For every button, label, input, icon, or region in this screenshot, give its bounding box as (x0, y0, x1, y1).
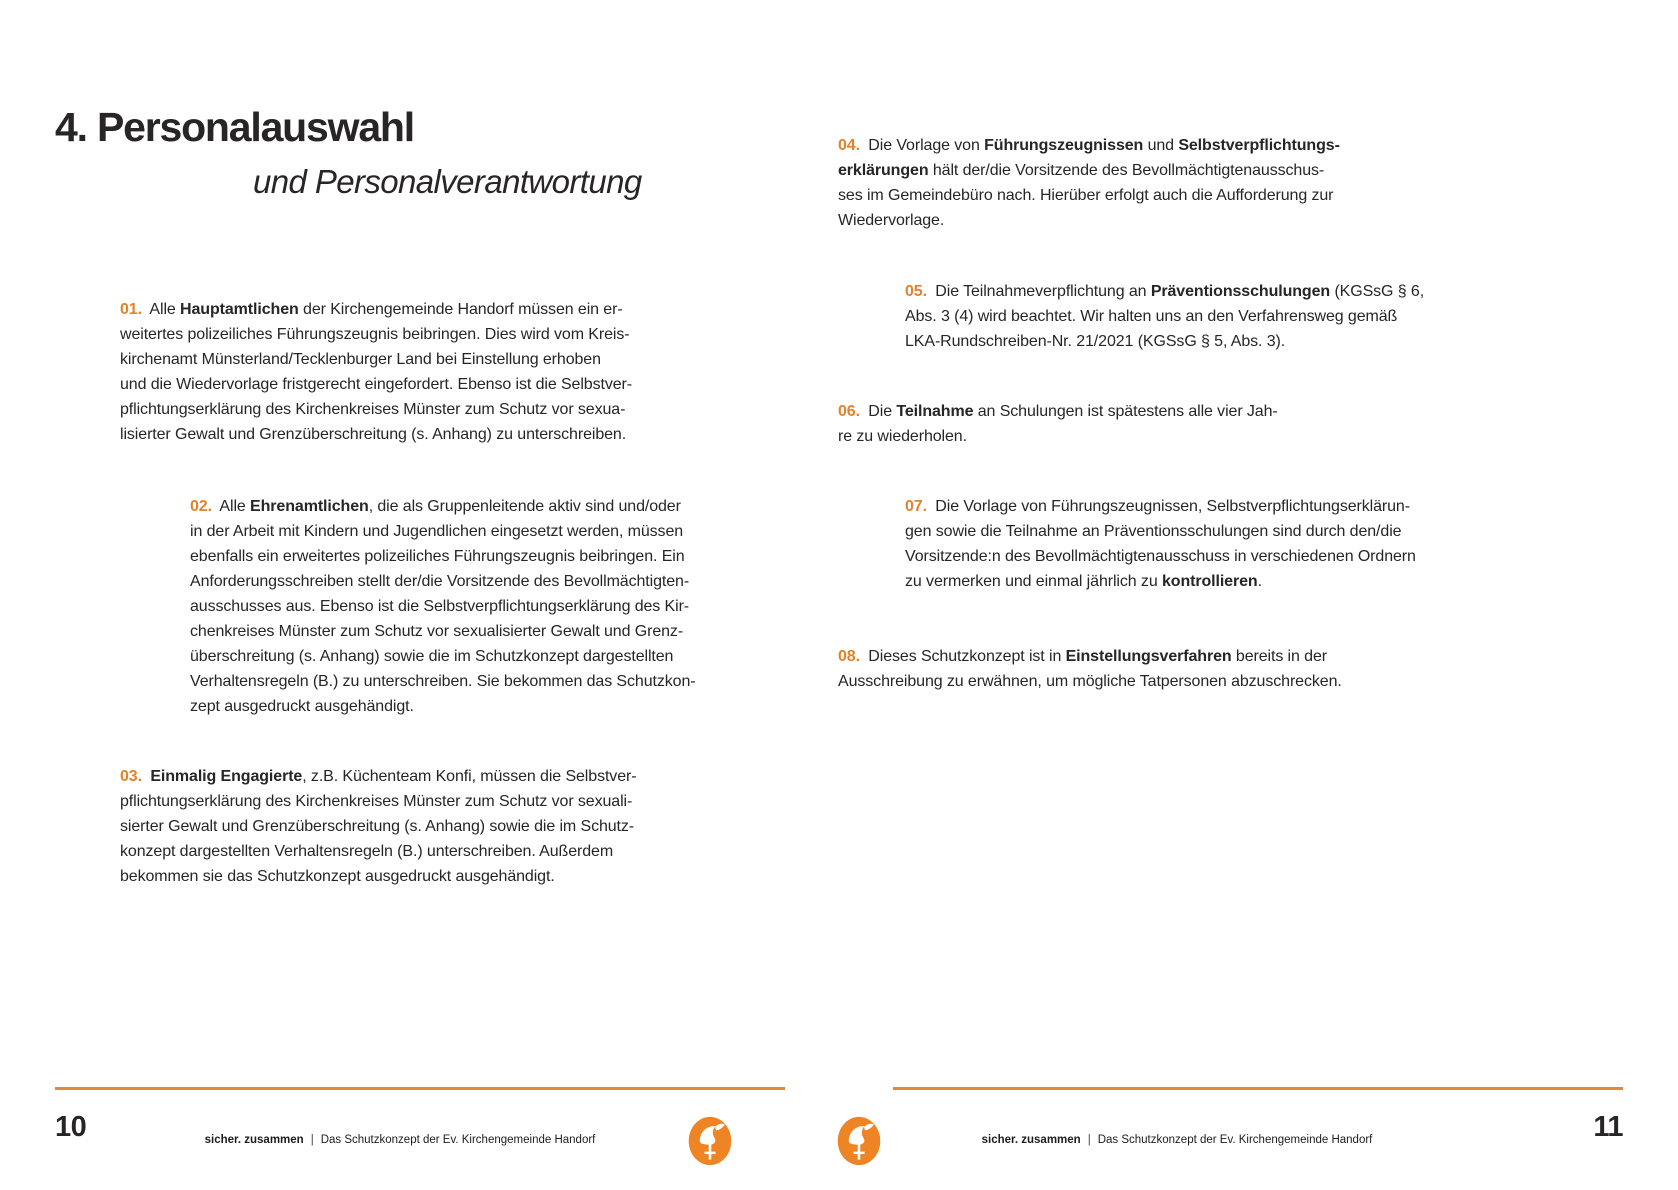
footer-separator: | (310, 1134, 314, 1146)
footer-doc-title: Das Schutzkonzept der Ev. Kirchengemeinde Handorf (1097, 1134, 1373, 1146)
footer-rule-right (893, 1087, 1623, 1090)
paragraph-number: 07. (905, 498, 927, 515)
footer-rule-left (55, 1087, 785, 1090)
footer-brand: sicher. zusammen (204, 1134, 304, 1146)
paragraph-number: 04. (838, 137, 860, 154)
footer-caption-right (937, 1134, 1417, 1146)
chapter-subtitle: und Personalverantwortung (253, 163, 642, 200)
paragraph-05: 05. Die Teilnahmeverpflichtung an Präventionsschulungen (KGSsG § 6, Abs. 3 (4) wird beachtet. Wir halten uns an den Verfahrensweg gemäß LKA-Rundschreiben-Nr. 21/2021 (KGSsG § 5, Abs. 3). (905, 283, 1425, 350)
paragraph-number: 03. (120, 768, 142, 785)
footer-caption-left (160, 1134, 640, 1146)
dove-and-cross-logo (836, 1116, 882, 1166)
paragraph-01: 01. Alle Hauptamtlichen der Kirchengemeinde Handorf müssen ein er- weitertes polizeiliches Führungszeugnis beibringen. Dies wird vom Kreis- kirchenamt Münsterland/Tecklenburger Land bei Einstellung erhoben und die Wiedervorlage fristgerecht eingefordert. Ebenso ist die Selbstver- pflichtungserklärung des Kirchenkreises Münster zum Schutz vor sexua- lisierter Gewalt und Grenzüberschreitung (s. Anhang) zu unterschreiben. (120, 301, 632, 443)
paragraph-number: 01. (120, 301, 142, 318)
page-number-10: 10 (55, 1111, 87, 1143)
paragraph-03: 03. Einmalig Engagierte, z.B. Küchenteam Konfi, müssen die Selbstver- pflichtungserklärung des Kirchenkreises Münster zum Schutz vor sexuali- sierter Gewalt und Grenzüberschreitung (s. Anhang) sowie die im Schutz- konzept dargestellten Verhaltensregeln (B.) unterschreiben. Außerdem bekommen sie das Schutzkonzept ausgedruckt ausgehändigt. (120, 768, 637, 885)
paragraph-number: 08. (838, 648, 860, 665)
paragraph-04: 04. Die Vorlage von Führungszeugnissen und Selbstverpflichtungs- erklärungen hält der/die Vorsitzende des Bevollmächtigtenausschus- ses im Gemeindebüro nach. Hierüber erfolgt auch die Aufforderung zur Wiedervorlage. (838, 137, 1340, 229)
paragraph-number: 05. (905, 283, 927, 300)
chapter-title: 4. Personalauswahl (55, 104, 414, 150)
paragraph-number: 02. (190, 498, 212, 515)
footer-separator: | (1087, 1134, 1091, 1146)
footer-brand: sicher. zusammen (981, 1134, 1081, 1146)
paragraph-06: 06. Die Teilnahme an Schulungen ist spätestens alle vier Jah- re zu wiederholen. (838, 403, 1278, 445)
page-number-11: 11 (1593, 1111, 1623, 1143)
paragraph-02: 02. Alle Ehrenamtlichen, die als Gruppenleitende aktiv sind und/oder in der Arbeit mit Kindern und Jugendlichen eingesetzt werden, müssen ebenfalls ein erweitertes polizeiliches Führungszeugnis beibringen. Ein Anforderungsschreiben stellt der/die Vorsitzende des Bevollmächtigten- ausschusses aus. Ebenso ist die Selbstverpflichtungserklärung des Kir- chenkreises Münster zum Schutz vor sexualisierter Gewalt und Grenz- überschreitung (s. Anhang) sowie die im Schutzkonzept dargestellten Verhaltensregeln (B.) zu unterschreiben. Sie bekommen das Schutzkon- zept ausgedruckt ausgehändigt. (190, 498, 696, 715)
dove-and-cross-logo (687, 1116, 733, 1166)
paragraph-08: 08. Dieses Schutzkonzept ist in Einstellungsverfahren bereits in der Ausschreibung zu erwähnen, um mögliche Tatpersonen abzuschrecken. (838, 648, 1342, 690)
footer-doc-title: Das Schutzkonzept der Ev. Kirchengemeinde Handorf (320, 1134, 596, 1146)
paragraph-07: 07. Die Vorlage von Führungszeugnissen, Selbstverpflichtungserklärun- gen sowie die Teilnahme an Präventionsschulungen sind durch den/die Vorsitzende:n des Bevollmächtigtenausschuss in verschiedenen Ordnern zu vermerken und einmal jährlich zu kontrollieren. (905, 498, 1416, 590)
paragraph-number: 06. (838, 403, 860, 420)
